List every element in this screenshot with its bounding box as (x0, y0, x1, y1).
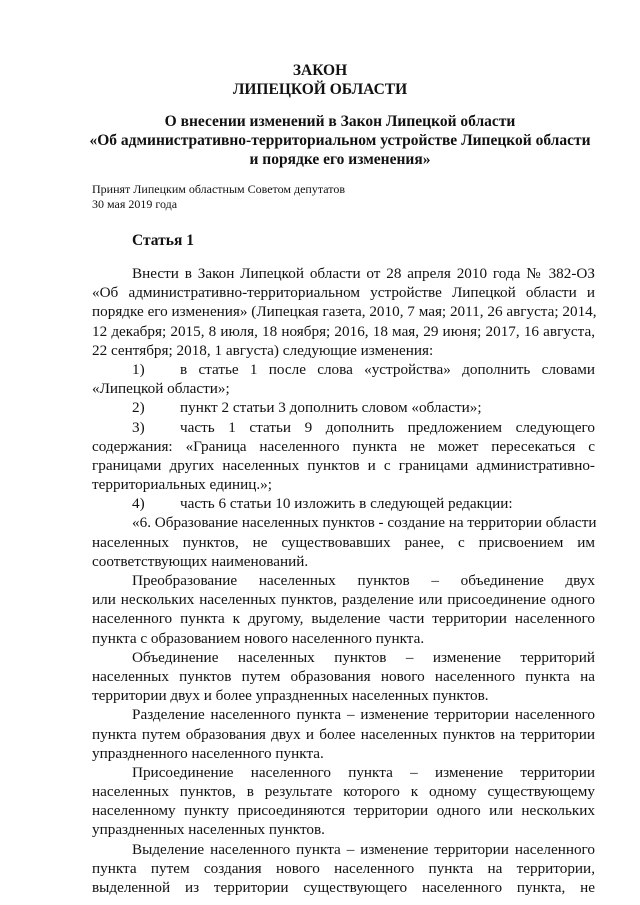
paragraph-line: пункта с образованием нового населенного пункта. (92, 629, 425, 647)
intro-line: порядке его изменения» (Липецкая газета, 2010, 7 мая; 2011, 26 августа; 2014, (92, 303, 597, 321)
paragraph-line: населенных пунктов, в результате которого к одному существующему (92, 783, 595, 801)
item-number: 4) (132, 495, 145, 513)
item-text: часть 6 статьи 10 изложить в следующей редакции: (180, 495, 513, 513)
paragraph-line: упраздненного населенного пункта. (92, 744, 324, 762)
amendment-item-2 (92, 398, 595, 417)
item-number: 1) (132, 360, 145, 378)
paragraph-line: населенных пунктов, не существовавших ранее, с присвоением им (92, 533, 595, 551)
intro-line: Внести в Закон Липецкой области от 28 апреля 2010 года № 382-ОЗ (132, 265, 595, 282)
item-text: часть 1 статьи 9 дополнить предложением следующего (180, 418, 595, 436)
item-continuation: содержания: «Граница населенного пункта не может пересекаться с (92, 437, 595, 455)
amendment-item-3 (92, 418, 595, 437)
paragraph-line: Выделение населенного пункта – изменение территории населенного (132, 840, 595, 858)
amendment-item-4 (92, 494, 595, 513)
paragraph-line: «6. Образование населенных пунктов - создание на территории области (132, 514, 597, 532)
paragraph-line: Присоединение населенного пункта – изменение территории (132, 763, 595, 781)
law-subtitle-line-1: О внесении изменений в Закон Липецкой области (164, 113, 516, 130)
law-title-line-2: ЛИПЕЦКОЙ ОБЛАСТИ (232, 81, 408, 98)
paragraph-line: пункта путем образования двух и более населенных пунктов на территории (92, 725, 595, 743)
item-number: 2) (132, 399, 145, 417)
paragraph-line: Объединение населенных пунктов – изменение территорий (132, 648, 595, 666)
article-heading: Статья 1 (132, 232, 194, 249)
law-subtitle-line-3: и порядке его изменения» (249, 151, 431, 168)
law-subtitle-line-2: «Об административно-территориальном устройстве Липецкой области (89, 132, 591, 149)
item-text: пункт 2 статьи 3 дополнить словом «области»; (180, 399, 482, 417)
paragraph-line: соответствующих наименований. (92, 552, 309, 570)
paragraph-line: выделенной из территории существующего населенного пункта, не (92, 879, 595, 896)
adoption-date: 30 мая 2019 года (92, 197, 178, 211)
adoption-statement: Принят Липецким областным Советом депутатов (92, 182, 346, 196)
item-continuation: границами других населенных пунктов и с границами административно- (92, 456, 595, 474)
paragraph-line: населенному пункту присоединяются территории одного или нескольких (92, 802, 595, 820)
intro-line: 22 сентября; 2018, 1 августа) следующие изменения: (92, 341, 434, 359)
paragraph-line: пункта путем создания нового населенного пункта на территории, (92, 859, 595, 877)
law-title-line-1: ЗАКОН (292, 62, 348, 79)
paragraph-line: Разделение населенного пункта – изменение территории населенного (132, 706, 595, 724)
item-continuation: «Липецкой области»; (92, 380, 230, 398)
paragraph-line: Преобразование населенных пунктов – объединение двух (132, 572, 595, 589)
paragraph-line: населенного пункта к другому, выделение части территории населенного (92, 610, 595, 628)
amendment-item-1 (92, 360, 595, 379)
intro-line: «Об административно-территориальном устройстве Липецкой области и (92, 284, 595, 302)
paragraph-line: или нескольких населенных пунктов, разделение или присоединение одного (92, 591, 595, 609)
article-body (92, 264, 595, 897)
paragraph-line: территории двух и более упраздненных населенных пунктов. (92, 687, 489, 705)
paragraph-line: населенных пунктов путем образования нового населенного пункта на (92, 667, 595, 685)
paragraph-line: упраздненных населенных пунктов. (92, 821, 325, 839)
intro-line: 12 декабря; 2015, 8 июля, 18 ноября; 2016, 18 мая, 29 июня; 2017, 16 августа, (92, 322, 595, 340)
item-continuation: территориальных единиц.»; (92, 476, 272, 494)
item-number: 3) (132, 418, 145, 436)
item-text: в статье 1 после слова «устройства» дополнить словами (180, 360, 595, 378)
